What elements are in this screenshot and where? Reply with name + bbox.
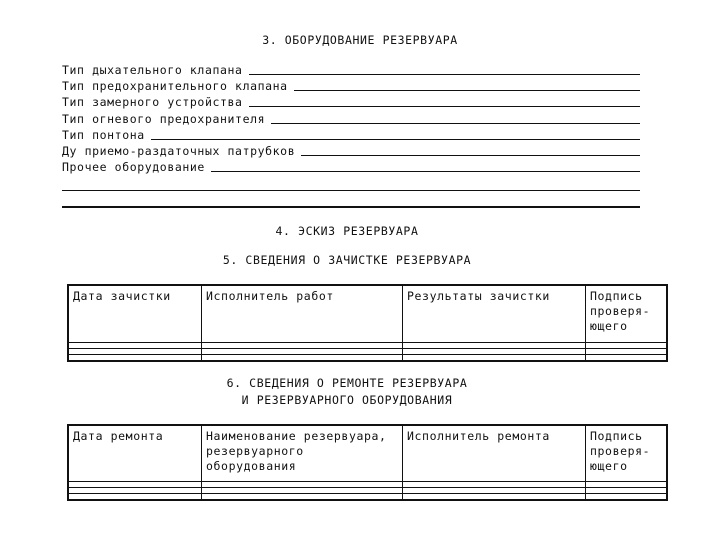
section5-heading: 5. СВЕДЕНИЯ О ЗАЧИСТКЕ РЕЗЕРВУАРА bbox=[222, 253, 472, 267]
field-label: Тип предохранительного клапана bbox=[62, 79, 288, 93]
column-header: Исполнитель ремонта bbox=[403, 426, 586, 481]
fill-in-line[interactable] bbox=[249, 106, 640, 107]
blank-line[interactable] bbox=[62, 206, 640, 208]
column-header: Дата зачистки bbox=[69, 286, 202, 342]
column-header: Подпись проверя- ющего bbox=[590, 289, 651, 333]
field-nozzles bbox=[62, 143, 640, 158]
field-label: Прочее оборудование bbox=[62, 160, 205, 174]
field-other-equipment bbox=[62, 159, 640, 174]
section3-heading: 3. ОБОРУДОВАНИЕ РЕЗЕРВУАРА bbox=[262, 33, 458, 47]
section6-heading-line1: 6. СВЕДЕНИЯ О РЕМОНТЕ РЕЗЕРВУАРА bbox=[226, 376, 468, 390]
section4-heading: 4. ЭСКИЗ РЕЗЕРВУАРА bbox=[275, 224, 419, 238]
field-label: Тип замерного устройства bbox=[62, 95, 243, 109]
fill-in-line[interactable] bbox=[301, 155, 640, 156]
field-gauging-device bbox=[62, 94, 640, 109]
table-header-row bbox=[69, 426, 666, 482]
fill-in-line[interactable] bbox=[151, 139, 640, 140]
field-label: Тип огневого предохранителя bbox=[62, 112, 266, 126]
field-label: Тип понтона bbox=[62, 128, 145, 142]
field-flame-arrester bbox=[62, 111, 640, 126]
column-header: Исполнитель работ bbox=[202, 286, 403, 342]
column-header: Результаты зачистки bbox=[403, 286, 586, 342]
field-label: Ду приемо-раздаточных патрубков bbox=[62, 144, 296, 158]
column-header: Дата ремонта bbox=[69, 426, 202, 481]
column-header: Наименование резервуара, резервуарного оборудования bbox=[202, 426, 403, 481]
column-header: Подпись проверя- ющего bbox=[590, 429, 651, 473]
field-label: Тип дыхательного клапана bbox=[62, 63, 243, 77]
blank-line[interactable] bbox=[62, 190, 640, 191]
field-pontoon bbox=[62, 127, 640, 142]
field-safety-valve bbox=[62, 78, 640, 93]
fill-in-line[interactable] bbox=[271, 123, 640, 124]
field-breathing-valve bbox=[62, 62, 640, 77]
table-row[interactable] bbox=[69, 494, 666, 499]
fill-in-line[interactable] bbox=[211, 171, 640, 172]
repair-table bbox=[67, 424, 668, 501]
table-header-row bbox=[69, 286, 666, 343]
fill-in-line[interactable] bbox=[249, 74, 640, 75]
table-row[interactable] bbox=[69, 355, 666, 360]
cleaning-table bbox=[67, 284, 668, 362]
section6-heading-line2: И РЕЗЕРВУАРНОГО ОБОРУДОВАНИЯ bbox=[241, 393, 453, 407]
fill-in-line[interactable] bbox=[294, 90, 640, 91]
